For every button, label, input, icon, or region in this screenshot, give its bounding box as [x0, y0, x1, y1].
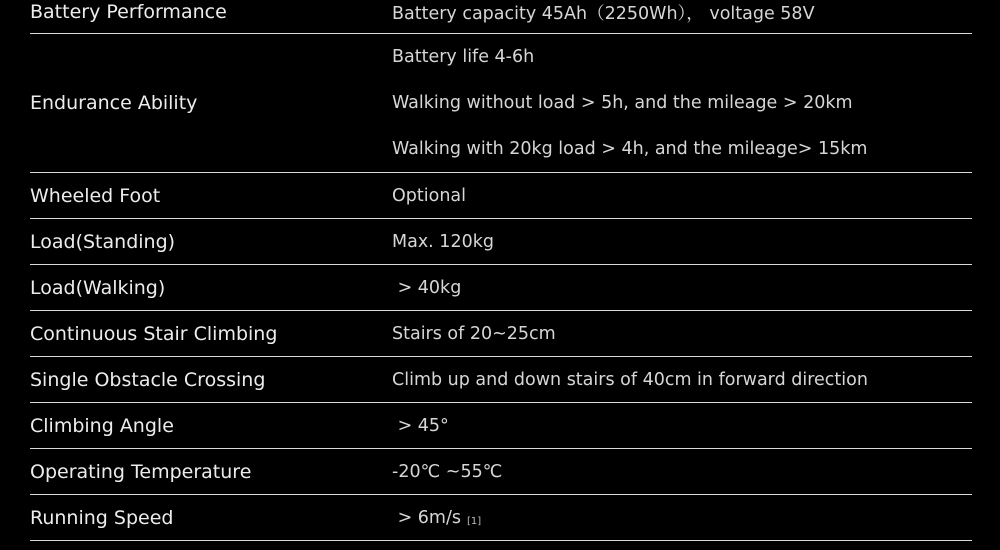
spec-label: Operating Temperature	[30, 460, 252, 483]
spec-label: Climbing Angle	[30, 414, 174, 437]
spec-value: Battery capacity 45Ah（2250Wh）， voltage 58V	[392, 3, 815, 24]
spec-value: -20℃ ~55℃	[392, 461, 503, 482]
spec-value-wrapper	[392, 508, 972, 528]
spec-values	[392, 462, 972, 482]
spec-values	[392, 416, 972, 436]
spec-value: Max. 120kg	[392, 231, 494, 252]
spec-row-operating-temperature	[30, 449, 972, 495]
spec-label: Endurance Ability	[30, 92, 198, 114]
spec-row-single-obstacle-crossing	[30, 357, 972, 403]
spec-row-running-speed	[30, 495, 972, 541]
spec-value: Battery life 4-6h	[392, 47, 535, 67]
spec-value: > 40kg	[392, 277, 462, 298]
spec-label: Single Obstacle Crossing	[30, 368, 266, 391]
spec-values	[392, 324, 972, 344]
spec-values	[392, 232, 972, 252]
spec-values	[392, 186, 972, 206]
spec-row-climbing-angle	[30, 403, 972, 449]
spec-label: Wheeled Foot	[30, 184, 161, 207]
spec-value: Walking without load > 5h, and the mileage > 20km	[392, 93, 853, 113]
spec-label: Load(Standing)	[30, 230, 176, 253]
spec-values	[392, 278, 972, 298]
spec-row-endurance-ability	[30, 34, 972, 173]
spec-values	[392, 0, 972, 25]
spec-value: Climb up and down stairs of 40cm in forward direction	[392, 369, 868, 390]
spec-row-load-standing	[30, 219, 972, 265]
spec-label: Battery Performance	[30, 1, 227, 23]
spec-value: > 6m/s	[392, 507, 461, 528]
spec-value: > 45°	[392, 415, 449, 436]
spec-row-continuous-stair-climbing	[30, 311, 972, 357]
spec-values	[392, 370, 972, 390]
spec-label: Load(Walking)	[30, 276, 166, 299]
spec-row-load-walking	[30, 265, 972, 311]
spec-label: Running Speed	[30, 506, 174, 529]
spec-row-battery-performance	[30, 0, 972, 34]
footnote-marker: [1]	[466, 515, 482, 527]
spec-value: Stairs of 20~25cm	[392, 323, 556, 344]
spec-label: Continuous Stair Climbing	[30, 322, 278, 345]
spec-value: Optional	[392, 185, 466, 206]
spec-table	[30, 0, 972, 541]
spec-values	[392, 508, 972, 528]
spec-row-wheeled-foot	[30, 173, 972, 219]
spec-value: Walking with 20kg load > 4h, and the mileage> 15km	[392, 139, 868, 159]
spec-values	[392, 34, 972, 172]
